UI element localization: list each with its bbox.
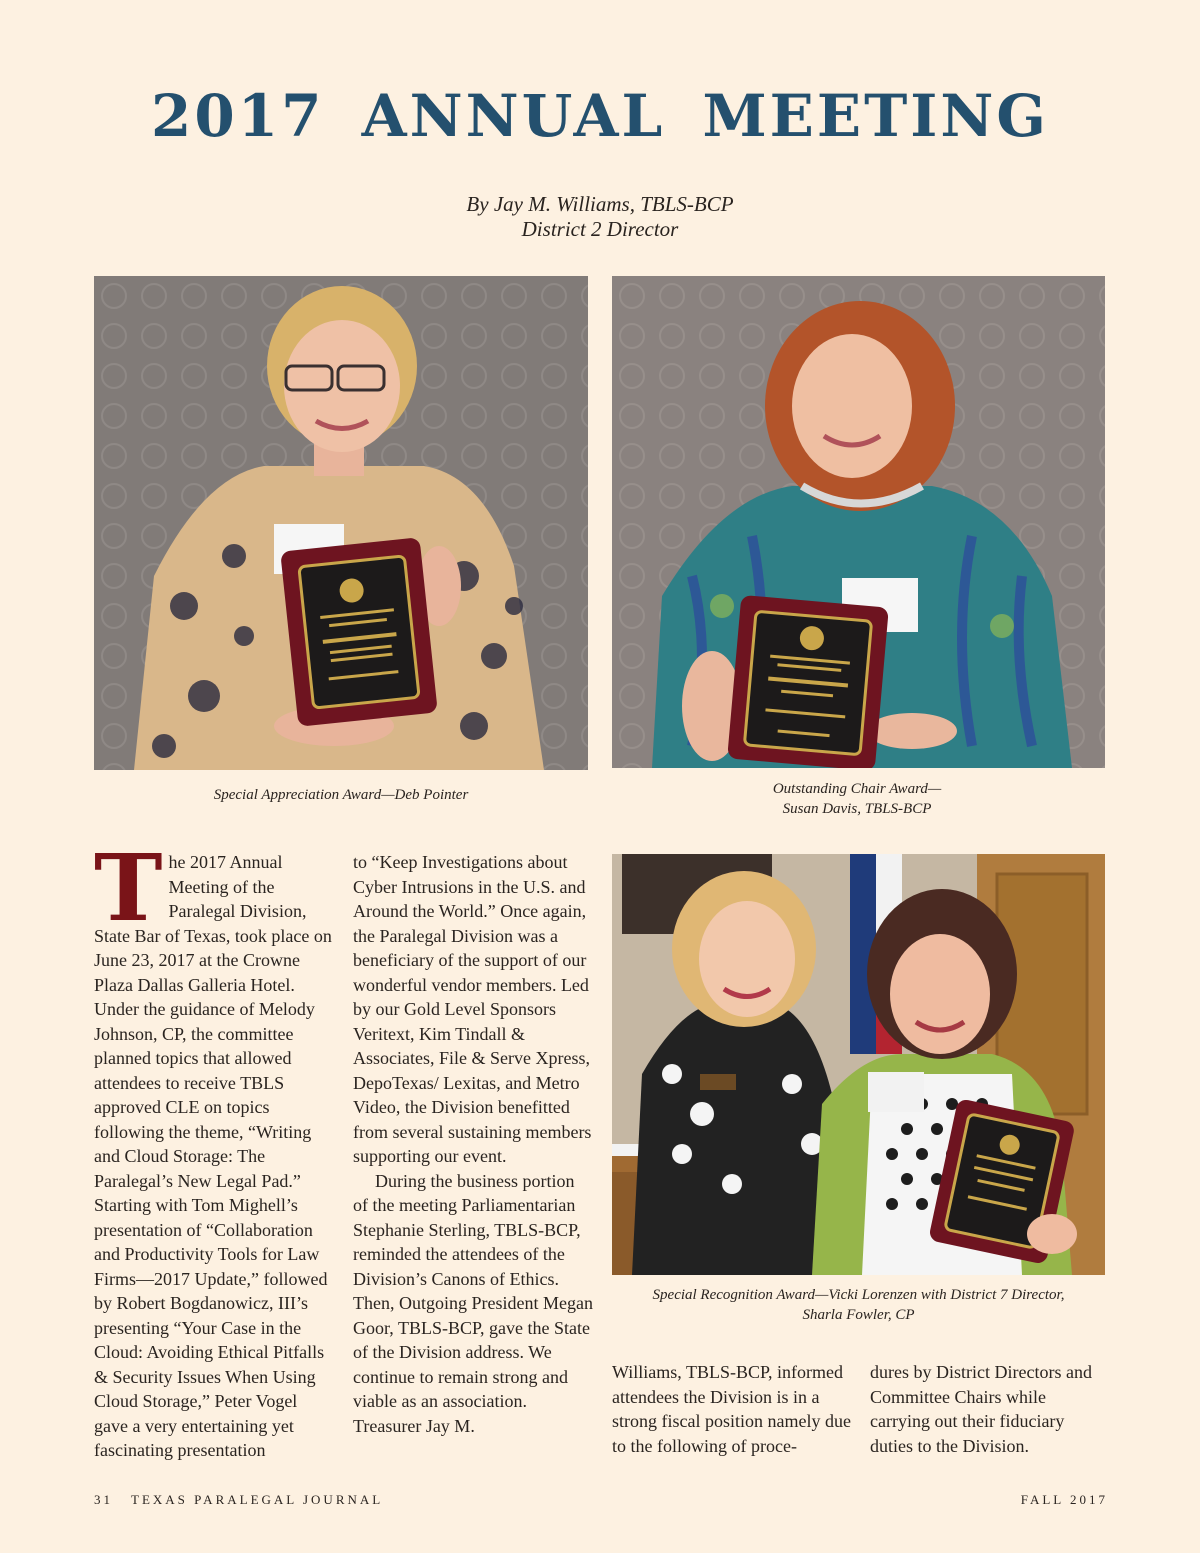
photo-susan-davis <box>612 276 1105 768</box>
photo-illustration <box>612 276 1105 768</box>
drop-cap: T <box>94 834 163 942</box>
article-col3-text: Williams, TBLS-BCP, informed attendees the Division is in a strong fiscal position namely due to the following of proce- <box>612 1362 851 1456</box>
caption-photo2-line2: Susan Davis, TBLS-BCP <box>782 801 932 817</box>
caption-photo3 <box>612 1285 1105 1325</box>
photo-illustration <box>94 276 588 770</box>
page-title: 2017 ANNUAL MEETING <box>151 82 1049 150</box>
article-column-1 <box>94 834 334 1463</box>
byline-author: By Jay M. Williams, TBLS-BCP <box>466 192 734 216</box>
photo-illustration <box>612 854 1105 1275</box>
byline-title: District 2 Director <box>521 217 679 241</box>
footer-issue: FALL 2017 <box>1020 1492 1108 1507</box>
caption-photo3-line1: Special Recognition Award—Vicki Lorenzen with District 7 Director, <box>652 1287 1065 1303</box>
article-col2-paragraph-1: to “Keep Investigations about Cyber Intrusions in the U.S. and Around the World.” Once again, the Paralegal Division was a beneficiary of the support of our wonderful vendor members. Led by our Gold Level Sponsors Veritext, Kim Tindall & Associates, File & Serve Xpress, DepoTexas/ Lexitas, and Metro Video, the Division benefitted from several sustaining members supporting our event. <box>353 852 592 1166</box>
article-col2-paragraph-2: During the business portion of the meeting Parliamentarian Stephanie Sterling, TBLS-BCP, reminded the attendees of the Division’s Canons of Ethics. Then, Outgoing President Megan Goor, TBLS-BCP, gave the State of the Division address. We continue to remain strong and viable as an association. Treasurer Jay M. <box>353 1170 593 1436</box>
footer-journal-name: TEXAS PARALEGAL JOURNAL <box>131 1492 384 1507</box>
article-col4-text: dures by District Directors and Committee Chairs while carrying out their fiduciary duties to the Division. <box>870 1362 1092 1456</box>
article-col1-text: he 2017 Annual Meeting of the Paralegal Division, State Bar of Texas, took place on June 23, 2017 at the Crowne Plaza Dallas Galleria Hotel. Under the guidance of Melody Johnson, CP, the committee planned topics that allowed attendees to receive TBLS approved CLE on topics following the theme, “Writing and Cloud Storage: The Paralegal’s New Legal Pad.” Starting with Tom Mighell’s presentation of “Collaboration and Productivity Tools for Law Firms—2017 Update,” followed by Robert Bogdanowicz, III’s presenting “Your Case in the Cloud: Avoiding Ethical Pitfalls & Security Issues When Using Cloud Storage,” Peter Vogel gave a very entertaining yet fascinating presentation <box>94 852 332 1460</box>
article-column-2 <box>353 850 593 1438</box>
caption-photo1: Special Appreciation Award—Deb Pointer <box>213 787 469 803</box>
caption-photo3-line2: Sharla Fowler, CP <box>802 1307 915 1323</box>
article-column-3 <box>612 1360 852 1458</box>
caption-photo2-line1: Outstanding Chair Award— <box>772 781 942 797</box>
photo-vicki-lorenzen <box>612 854 1105 1275</box>
article-column-4 <box>870 1360 1110 1458</box>
photo-deb-pointer <box>94 276 588 770</box>
footer-page-number: 31 <box>94 1492 113 1507</box>
caption-photo2 <box>612 779 1102 819</box>
